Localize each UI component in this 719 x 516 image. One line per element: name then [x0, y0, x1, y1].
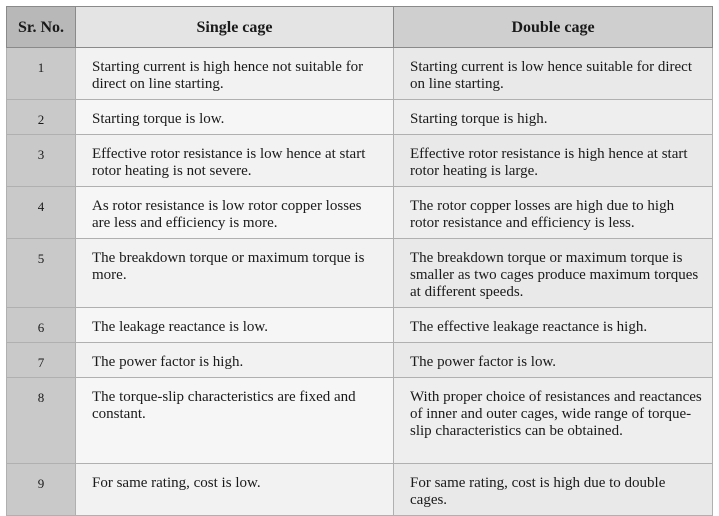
double-cage-cell: Starting current is low hence suitable for direct on line starting.: [394, 48, 713, 100]
table-row: [7, 239, 713, 308]
table-row: [7, 100, 713, 135]
sr-no-cell: 8: [7, 378, 76, 464]
single-cage-cell: The torque-slip characteristics are fixed and constant.: [76, 378, 394, 464]
double-cage-cell: For same rating, cost is high due to double cages.: [394, 464, 713, 516]
sr-no-cell: 6: [7, 308, 76, 343]
single-cage-cell: Starting torque is low.: [76, 100, 394, 135]
comparison-table: [6, 6, 713, 516]
header-single-cage: Single cage: [76, 7, 394, 48]
single-cage-cell: For same rating, cost is low.: [76, 464, 394, 516]
double-cage-cell: The rotor copper losses are high due to high rotor resistance and efficiency is less.: [394, 187, 713, 239]
single-cage-cell: Effective rotor resistance is low hence at start rotor heating is not severe.: [76, 135, 394, 187]
single-cage-cell: The leakage reactance is low.: [76, 308, 394, 343]
sr-no-cell: 2: [7, 100, 76, 135]
sr-no-cell: 4: [7, 187, 76, 239]
table-row: [7, 308, 713, 343]
table-row: [7, 135, 713, 187]
double-cage-cell: Effective rotor resistance is high hence at start rotor heating is large.: [394, 135, 713, 187]
table-row: [7, 343, 713, 378]
double-cage-cell: The breakdown torque or maximum torque is smaller as two cages produce maximum torques at different speeds.: [394, 239, 713, 308]
sr-no-cell: 9: [7, 464, 76, 516]
sr-no-cell: 1: [7, 48, 76, 100]
table-row: [7, 378, 713, 464]
double-cage-cell: The effective leakage reactance is high.: [394, 308, 713, 343]
sr-no-cell: 7: [7, 343, 76, 378]
double-cage-cell: With proper choice of resistances and reactances of inner and outer cages, wide range of torque-slip characteristics can be obtained.: [394, 378, 713, 464]
double-cage-cell: Starting torque is high.: [394, 100, 713, 135]
table-row: [7, 464, 713, 516]
single-cage-cell: The power factor is high.: [76, 343, 394, 378]
header-sr-no: Sr. No.: [7, 7, 76, 48]
single-cage-cell: As rotor resistance is low rotor copper losses are less and efficiency is more.: [76, 187, 394, 239]
single-cage-cell: The breakdown torque or maximum torque is more.: [76, 239, 394, 308]
header-double-cage: Double cage: [394, 7, 713, 48]
single-cage-cell: Starting current is high hence not suitable for direct on line starting.: [76, 48, 394, 100]
sr-no-cell: 5: [7, 239, 76, 308]
header-row: [7, 7, 713, 48]
double-cage-cell: The power factor is low.: [394, 343, 713, 378]
table-row: [7, 48, 713, 100]
sr-no-cell: 3: [7, 135, 76, 187]
table-row: [7, 187, 713, 239]
